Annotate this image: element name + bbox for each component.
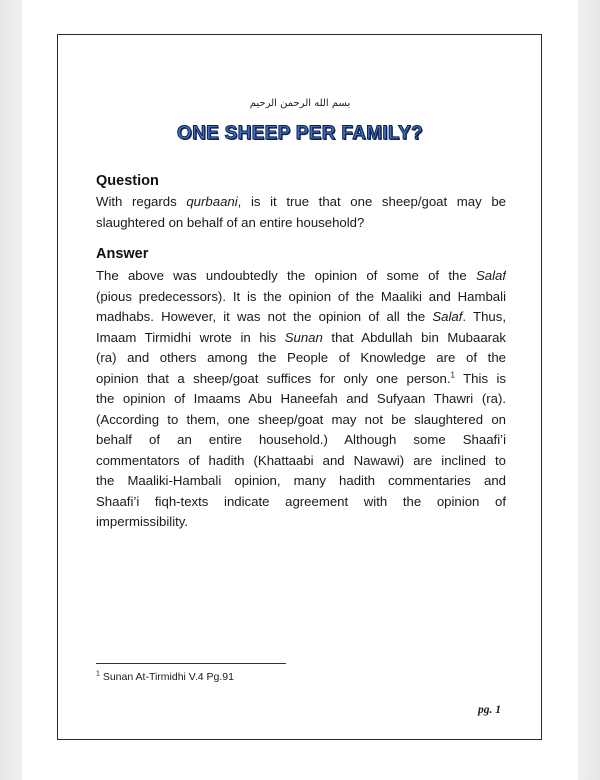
- text-line: slaughtered on behalf of an entire household?: [96, 214, 365, 230]
- text-line: behalf of an entire household.) Although some Shaafi’i: [96, 432, 506, 447]
- text-line: madhabs. However, it was not the opinion of all the Salaf. Thus,: [96, 309, 506, 324]
- text-line: the Maaliki-Hambali opinion, many hadith commentaries and: [96, 473, 506, 488]
- text-line: impermissibility.: [96, 514, 189, 529]
- footnote: [96, 671, 234, 683]
- footnote-marker: 1: [96, 670, 100, 678]
- question-paragraph: [96, 192, 506, 233]
- answer-heading: Answer: [96, 246, 149, 262]
- italic-term: Salaf: [475, 268, 506, 283]
- text-line: the opinion of Imaams Abu Haneefah and Sufyaan Thawri (ra).: [96, 391, 506, 406]
- footnote-text: Sunan At-Tirmidhi V.4 Pg.91: [99, 671, 234, 683]
- text-line: (ra) and others among the People of Knowledge are of the: [96, 350, 506, 365]
- page-number: pg. 1: [478, 704, 501, 716]
- footnote-reference: 1: [450, 370, 455, 380]
- document-title: ONE SHEEP PER FAMILY?: [177, 123, 423, 144]
- text-line: opinion that a sheep/goat suffices for only one person.$^1$ This is: [96, 370, 506, 386]
- text-line: (pious predecessors). It is the opinion of the Maaliki and Hambali: [96, 288, 506, 304]
- text-line: Imaam Tirmidhi wrote in his Sunan that Abdullah bin Mubaarak: [96, 329, 506, 345]
- italic-term: Salaf: [432, 309, 463, 324]
- italic-term: Sunan: [284, 329, 323, 345]
- text-line: The above was undoubtedly the opinion of some of the Salaf: [96, 268, 506, 283]
- text-line: Shaafi’i fiqh-texts indicate agreement with the opinion of: [96, 493, 506, 509]
- answer-paragraph: [96, 266, 506, 533]
- text-line: commentators of hadith (Khattaabi and Nawawi) are inclined to: [96, 452, 506, 468]
- question-heading: Question: [96, 173, 159, 189]
- text-line: With regards qurbaani, is it true that one sheep/goat may be: [96, 194, 506, 209]
- italic-term: qurbaani: [186, 194, 238, 209]
- text-line: (According to them, one sheep/goat may not be slaughtered on: [96, 411, 506, 427]
- footnote-separator: [96, 663, 286, 664]
- bismillah-text: بسم الله الرحمن الرحيم: [249, 98, 351, 109]
